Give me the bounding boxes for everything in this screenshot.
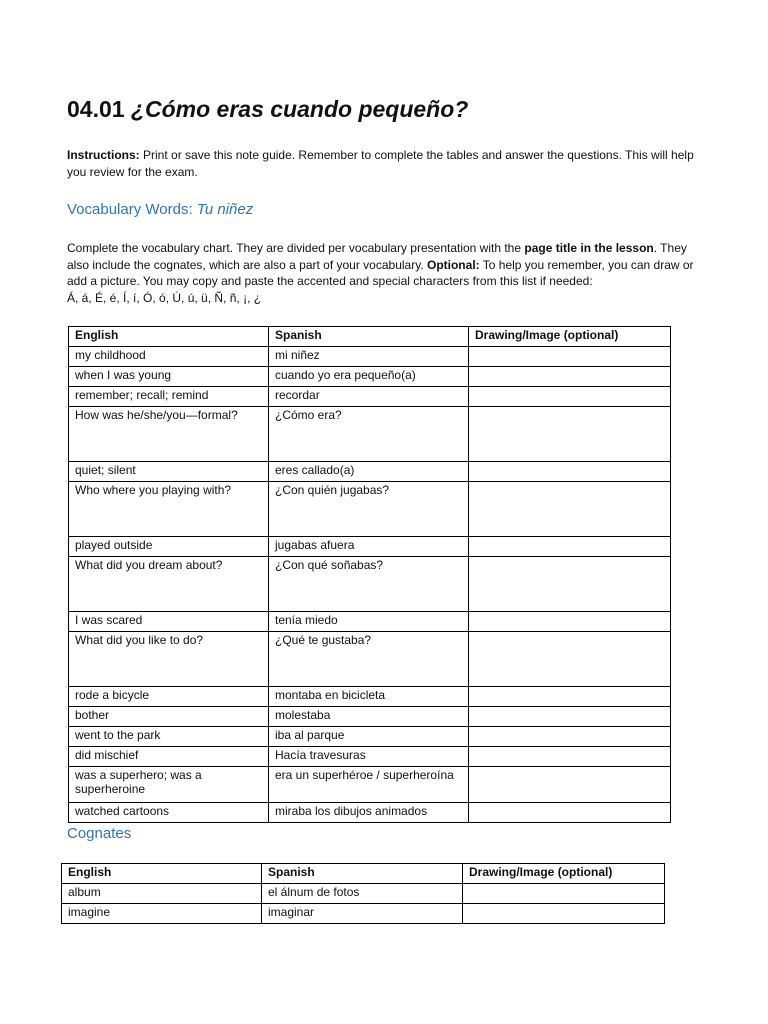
- spanish-cell: ¿Qué te gustaba?: [269, 632, 469, 687]
- drawing-cell[interactable]: [469, 767, 671, 803]
- header-english: English: [69, 327, 269, 347]
- english-cell: album: [62, 884, 262, 904]
- header-spanish: Spanish: [269, 327, 469, 347]
- drawing-cell[interactable]: [469, 727, 671, 747]
- english-cell: played outside: [69, 537, 269, 557]
- drawing-cell[interactable]: [469, 462, 671, 482]
- drawing-cell[interactable]: [469, 687, 671, 707]
- spanish-cell: ¿Con quién jugabas?: [269, 482, 469, 537]
- instructions-text: Print or save this note guide. Remember to complete the tables and answer the questions. This will help you review for the exam.: [67, 148, 694, 179]
- drawing-cell[interactable]: [469, 367, 671, 387]
- spanish-cell: molestaba: [269, 707, 469, 727]
- spanish-cell: mi niñez: [269, 347, 469, 367]
- english-cell: What did you dream about?: [69, 557, 269, 612]
- spanish-cell: el álnum de fotos: [262, 884, 463, 904]
- spanish-cell: cuando yo era pequeño(a): [269, 367, 469, 387]
- english-cell: What did you like to do?: [69, 632, 269, 687]
- english-cell: when I was young: [69, 367, 269, 387]
- instructions-label: Instructions:: [67, 148, 140, 162]
- drawing-cell[interactable]: [469, 537, 671, 557]
- table-row: [69, 707, 671, 727]
- para-bold-1: page title in the lesson: [524, 241, 654, 255]
- spanish-cell: iba al parque: [269, 727, 469, 747]
- special-characters: Á, á, É, é, Í, í, Ó, ó, Ú, ú, ü, Ñ, ñ, ¡, ¿: [67, 290, 262, 305]
- table-row: [69, 687, 671, 707]
- drawing-cell[interactable]: [469, 407, 671, 462]
- header-english: English: [62, 864, 262, 884]
- para-text-1: Complete the vocabulary chart. They are divided per vocabulary presentation with the: [67, 241, 525, 255]
- english-cell: How was he/she/you—formal?: [69, 407, 269, 462]
- table-row: [69, 557, 671, 612]
- table-row: [69, 482, 671, 537]
- english-cell: bother: [69, 707, 269, 727]
- table-row: [69, 407, 671, 462]
- header-spanish: Spanish: [262, 864, 463, 884]
- drawing-cell[interactable]: [469, 707, 671, 727]
- para-text-3: To help you remember, you can draw or add a picture. You may copy and paste the accented and special characters from this list if needed:: [67, 257, 694, 288]
- drawing-cell[interactable]: [469, 482, 671, 537]
- table-row: [69, 612, 671, 632]
- spanish-cell: tenía miedo: [269, 612, 469, 632]
- drawing-cell[interactable]: [469, 632, 671, 687]
- english-cell: went to the park: [69, 727, 269, 747]
- table-row: [69, 632, 671, 687]
- drawing-cell[interactable]: [469, 347, 671, 367]
- drawing-cell[interactable]: [469, 612, 671, 632]
- para-bold-2: Optional:: [426, 257, 480, 272]
- english-cell: rode a bicycle: [69, 687, 269, 707]
- table-row: [69, 367, 671, 387]
- table-row: [69, 747, 671, 767]
- english-cell: did mischief: [69, 747, 269, 767]
- para-text-2: . They also include the cognates, which are also a part of your vocabulary.: [67, 241, 687, 272]
- table-row: [62, 904, 665, 924]
- english-cell: quiet; silent: [69, 462, 269, 482]
- vocabulary-heading-prefix: Vocabulary Words:: [67, 201, 197, 218]
- drawing-cell[interactable]: [463, 884, 665, 904]
- english-cell: was a superhero; was a superheroine: [69, 767, 269, 803]
- lesson-number: 04.01: [67, 96, 125, 122]
- drawing-cell[interactable]: [463, 904, 665, 924]
- english-cell: remember; recall; remind: [69, 387, 269, 407]
- vocabulary-heading: [67, 201, 253, 218]
- instructions: [67, 147, 707, 181]
- spanish-cell: miraba los dibujos animados: [269, 803, 469, 823]
- table-row: [62, 884, 665, 904]
- cognates-heading: Cognates: [67, 825, 132, 842]
- spanish-cell: Hacía travesuras: [269, 747, 469, 767]
- english-cell: I was scared: [69, 612, 269, 632]
- table-row: [69, 462, 671, 482]
- english-cell: imagine: [62, 904, 262, 924]
- drawing-cell[interactable]: [469, 803, 671, 823]
- english-cell: watched cartoons: [69, 803, 269, 823]
- table-row: [69, 803, 671, 823]
- header-drawing: Drawing/Image (optional): [463, 864, 665, 884]
- cognates-table: [61, 863, 665, 924]
- english-cell: my childhood: [69, 347, 269, 367]
- spanish-cell: ¿Con qué soñabas?: [269, 557, 469, 612]
- spanish-cell: recordar: [269, 387, 469, 407]
- spanish-cell: ¿Cómo era?: [269, 407, 469, 462]
- lesson-title: ¿Cómo eras cuando pequeño?: [130, 96, 469, 122]
- table-row: [69, 537, 671, 557]
- drawing-cell[interactable]: [469, 747, 671, 767]
- vocabulary-heading-topic: Tu niñez: [196, 201, 254, 218]
- page-title: [67, 96, 468, 123]
- table-row: [69, 347, 671, 367]
- spanish-cell: montaba en bicicleta: [269, 687, 469, 707]
- english-cell: Who where you playing with?: [69, 482, 269, 537]
- drawing-cell[interactable]: [469, 557, 671, 612]
- spanish-cell: era un superhéroe / superheroína: [269, 767, 469, 803]
- spanish-cell: imaginar: [262, 904, 463, 924]
- table-row: [69, 767, 671, 803]
- spanish-cell: jugabas afuera: [269, 537, 469, 557]
- header-drawing: Drawing/Image (optional): [469, 327, 671, 347]
- table-row: [69, 727, 671, 747]
- vocabulary-table: [68, 326, 671, 823]
- vocabulary-instructions: [67, 240, 707, 306]
- table-row: [69, 387, 671, 407]
- drawing-cell[interactable]: [469, 387, 671, 407]
- spanish-cell: eres callado(a): [269, 462, 469, 482]
